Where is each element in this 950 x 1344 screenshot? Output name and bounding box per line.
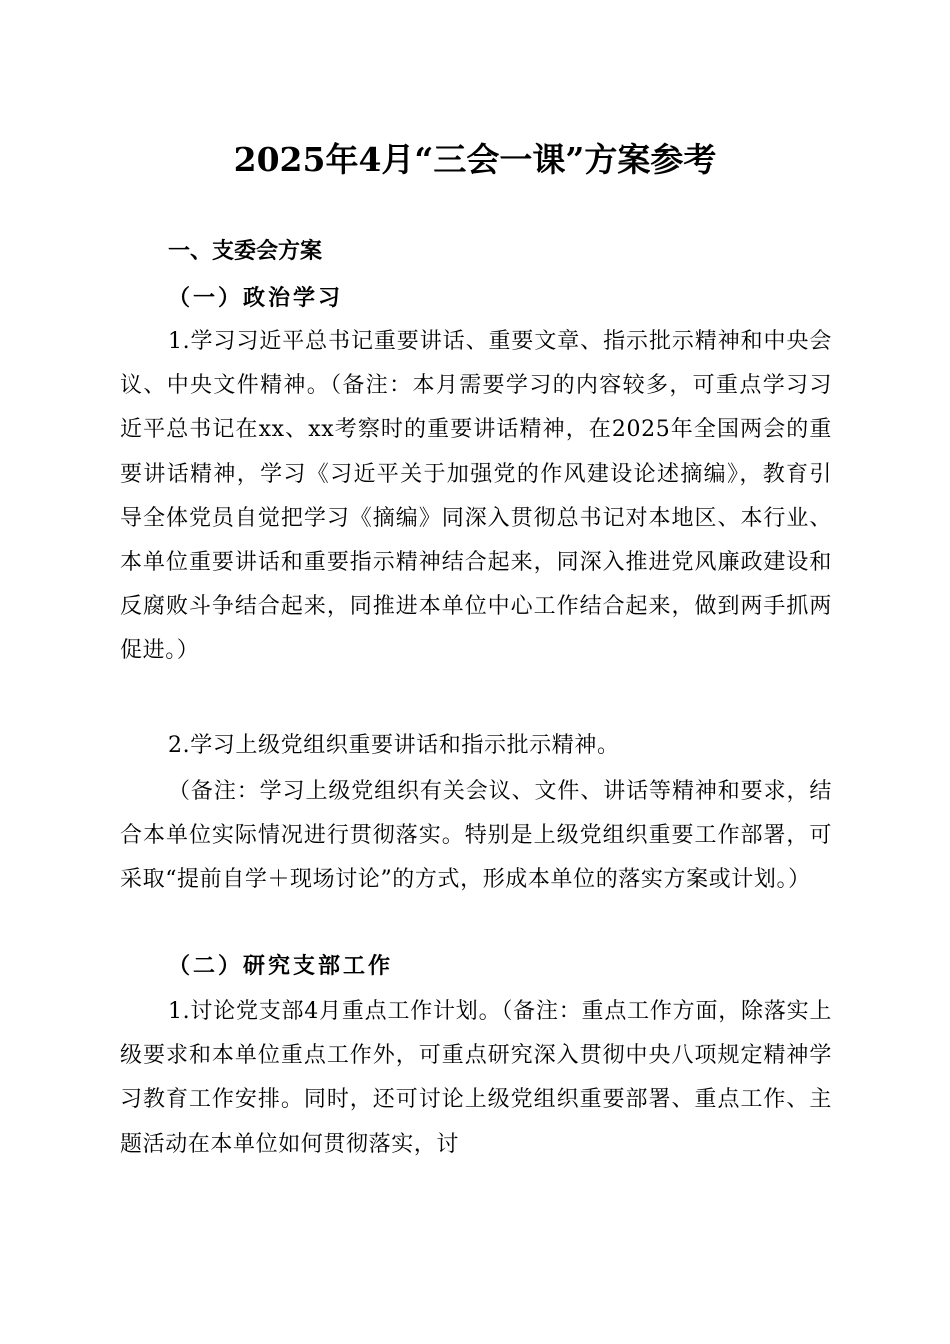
subsection-heading-branch-work: （二）研究支部工作	[168, 953, 394, 979]
paragraph-study-item-2-note: （备注：学习上级党组织有关会议、文件、讲话等精神和要求，结合本单位实际情况进行贯彻落实。特别是上级党组织重要工作部署，可采取“提前自学＋现场讨论”的方式，形成本单位的落实方案或计划。）	[120, 779, 832, 893]
section-heading-branch-committee: 一、支委会方案	[168, 239, 323, 264]
paragraph-study-item-1: 1.学习习近平总书记重要讲话、重要文章、指示批示精神和中央会议、中央文件精神。（备注：本月需要学习的内容较多，可重点学习习近平总书记在xx、xx考察时的重要讲话精神，在2025年全国两会的重要讲话精神，学习《习近平关于加强党的作风建设论述摘编》，教育引导全体党员自觉把学习《摘编》同深入贯彻总书记对本地区、本行业、本单位重要讲话和重要指示精神结合起来，同深入推进党风廉政建设和反腐败斗争结合起来，同推进本单位中心工作结合起来，做到两手抓两促进。）	[120, 329, 832, 664]
paragraph-study-item-2: 2.学习上级党组织重要讲话和指示批示精神。	[168, 733, 620, 758]
paragraph-branch-work-item-1: 1.讨论党支部4月重点工作计划。（备注：重点工作方面，除落实上级要求和本单位重点工作外，可重点研究深入贯彻中央八项规定精神学习教育工作安排。同时，还可讨论上级党组织重要部署、重点工作、主题活动在本单位如何贯彻落实，讨	[120, 999, 832, 1157]
subsection-heading-political-study: （一）政治学习	[168, 285, 344, 311]
document-title: 2025年4月“三会一课”方案参考	[233, 140, 717, 179]
